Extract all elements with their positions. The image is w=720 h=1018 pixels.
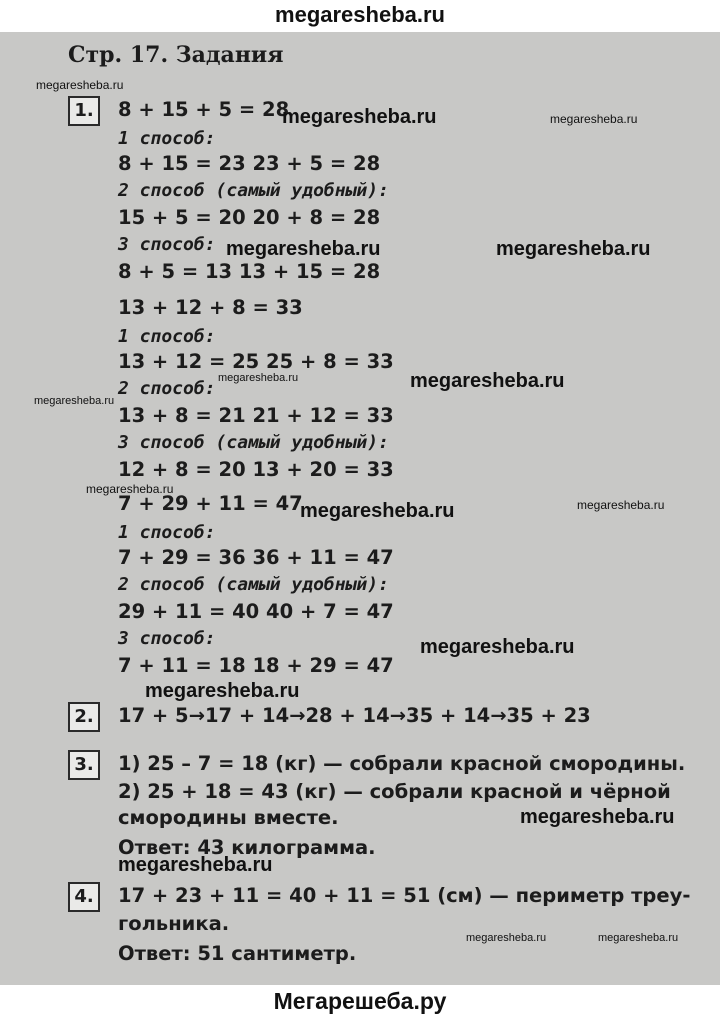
watermark: megaresheba.ru <box>36 78 124 92</box>
textbook-page <box>0 32 720 985</box>
task1-a-expression: 8 + 15 + 5 = 28 <box>118 98 290 121</box>
watermark: megaresheba.ru <box>550 112 638 126</box>
task4-line2: гольника. <box>118 912 230 935</box>
watermark: megaresheba.ru <box>410 370 565 392</box>
task1-b-expression: 13 + 12 + 8 = 33 <box>118 296 303 319</box>
page-title: Стр. 17. Задания <box>68 42 284 68</box>
task3-step2-line2: смородины вместе. <box>118 806 339 829</box>
watermark: megaresheba.ru <box>577 498 665 512</box>
watermark: megaresheba.ru <box>282 106 437 128</box>
task1-a-method3-calc: 8 + 5 = 13 13 + 15 = 28 <box>118 260 381 283</box>
task2-chain: 17 + 5→17 + 14→28 + 14→35 + 14→35 + 23 <box>118 704 591 727</box>
task1-a-method1-label: 1 способ: <box>118 128 216 149</box>
task1-c-expression: 7 + 29 + 11 = 47 <box>118 492 303 515</box>
task1-b-method3-calc: 12 + 8 = 20 13 + 20 = 33 <box>118 458 394 481</box>
task1-a-method2-label: 2 способ (самый удобный): <box>118 180 389 201</box>
task4-answer: Ответ: 51 сантиметр. <box>118 942 357 965</box>
task1-c-method2-label: 2 способ (самый удобный): <box>118 574 389 595</box>
task1-a-method3-label: 3 способ: <box>118 234 216 255</box>
watermark: megaresheba.ru <box>466 932 547 944</box>
watermark: megaresheba.ru <box>300 500 455 522</box>
task1-a-method2-calc: 15 + 5 = 20 20 + 8 = 28 <box>118 206 381 229</box>
task1-b-method3-label: 3 способ (самый удобный): <box>118 432 389 453</box>
watermark: megaresheba.ru <box>420 636 575 658</box>
watermark: megaresheba.ru <box>118 854 273 876</box>
watermark: megaresheba.ru <box>598 932 679 944</box>
task-number-2: 2. <box>68 702 100 732</box>
task1-c-method2-calc: 29 + 11 = 40 40 + 7 = 47 <box>118 600 394 623</box>
task1-b-method1-label: 1 способ: <box>118 326 216 347</box>
watermark: megaresheba.ru <box>34 395 115 407</box>
task1-c-method1-calc: 7 + 29 = 36 36 + 11 = 47 <box>118 546 394 569</box>
task3-step2-line1: 2) 25 + 18 = 43 (кг) — собрали красной и чёрной <box>118 780 671 803</box>
task4-line1: 17 + 23 + 11 = 40 + 11 = 51 (см) — периметр треу- <box>118 884 691 907</box>
task3-step1: 1) 25 – 7 = 18 (кг) — собрали красной смородины. <box>118 752 686 775</box>
site-footer: Мегарешеба.ру <box>0 985 720 1018</box>
task-number-3: 3. <box>68 750 100 780</box>
site-header: megaresheba.ru <box>0 0 720 32</box>
task-number-4: 4. <box>68 882 100 912</box>
task1-c-method1-label: 1 способ: <box>118 522 216 543</box>
task1-a-method1-calc: 8 + 15 = 23 23 + 5 = 28 <box>118 152 381 175</box>
task1-b-method2-label: 2 способ: <box>118 378 216 399</box>
watermark: megaresheba.ru <box>496 238 651 260</box>
watermark: megaresheba.ru <box>145 680 300 702</box>
watermark: megaresheba.ru <box>218 372 299 384</box>
task1-c-method3-label: 3 способ: <box>118 628 216 649</box>
task1-b-method1-calc: 13 + 12 = 25 25 + 8 = 33 <box>118 350 394 373</box>
task-number-1: 1. <box>68 96 100 126</box>
watermark: megaresheba.ru <box>520 806 675 828</box>
watermark: megaresheba.ru <box>226 238 381 260</box>
task1-c-method3-calc: 7 + 11 = 18 18 + 29 = 47 <box>118 654 394 677</box>
task3-answer: Ответ: 43 килограмма. <box>118 836 376 859</box>
watermark: megaresheba.ru <box>86 482 174 496</box>
task1-b-method2-calc: 13 + 8 = 21 21 + 12 = 33 <box>118 404 394 427</box>
